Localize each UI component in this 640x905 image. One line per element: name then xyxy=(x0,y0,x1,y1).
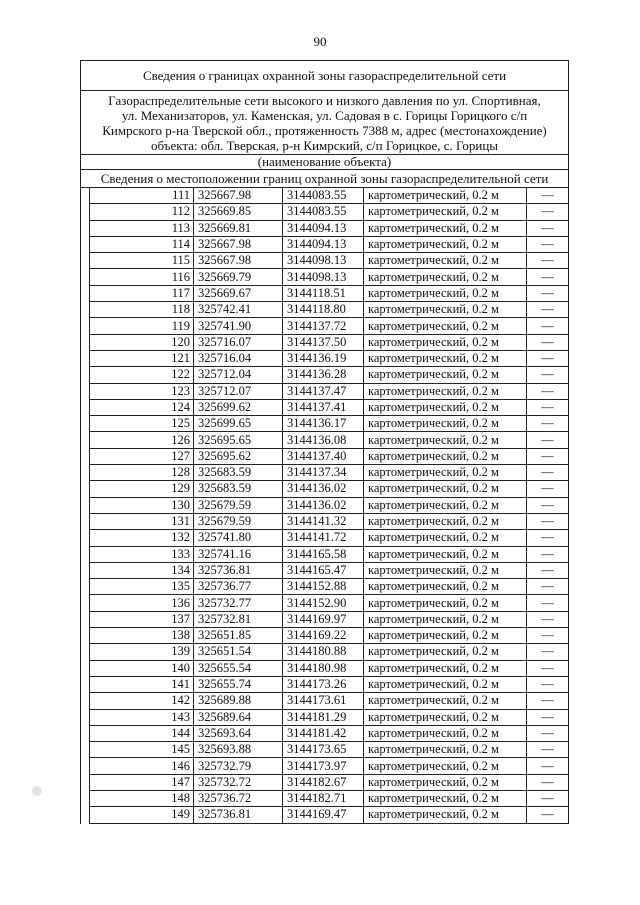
note-cell: — xyxy=(527,220,569,236)
method-accuracy-cell: картометрический, 0.2 м xyxy=(364,774,527,790)
x-coordinate-cell: 325699.65 xyxy=(194,416,283,432)
method-accuracy-cell: картометрический, 0.2 м xyxy=(364,416,527,432)
note-cell: — xyxy=(527,318,569,334)
method-accuracy-cell: картометрический, 0.2 м xyxy=(364,676,527,692)
table-row xyxy=(90,383,569,399)
table-row xyxy=(90,220,569,236)
table-row xyxy=(90,302,569,318)
y-coordinate-cell: 3144181.29 xyxy=(283,709,364,725)
x-coordinate-cell: 325693.88 xyxy=(194,742,283,758)
x-coordinate-cell: 325741.90 xyxy=(194,318,283,334)
table-row xyxy=(90,236,569,252)
object-caption: (наименование объекта) xyxy=(81,155,568,170)
point-number-cell: 119 xyxy=(90,318,194,334)
y-coordinate-cell: 3144173.97 xyxy=(283,758,364,774)
method-accuracy-cell: картометрический, 0.2 м xyxy=(364,709,527,725)
method-accuracy-cell: картометрический, 0.2 м xyxy=(364,318,527,334)
note-cell: — xyxy=(527,742,569,758)
method-accuracy-cell: картометрический, 0.2 м xyxy=(364,465,527,481)
x-coordinate-cell: 325699.62 xyxy=(194,399,283,415)
point-number-cell: 128 xyxy=(90,465,194,481)
object-name-line: объекта: обл. Тверская, р-н Кимрский, с/п Горицкое, с. Горицы xyxy=(150,138,499,153)
method-accuracy-cell: картометрический, 0.2 м xyxy=(364,807,527,823)
note-cell: — xyxy=(527,595,569,611)
method-accuracy-cell: картометрический, 0.2 м xyxy=(364,579,527,595)
note-cell: — xyxy=(527,774,569,790)
x-coordinate-cell: 325667.98 xyxy=(194,253,283,269)
point-number-cell: 132 xyxy=(90,530,194,546)
note-cell: — xyxy=(527,416,569,432)
table-row xyxy=(90,253,569,269)
point-number-cell: 127 xyxy=(90,448,194,464)
y-coordinate-cell: 3144094.13 xyxy=(283,236,364,252)
method-accuracy-cell: картометрический, 0.2 м xyxy=(364,546,527,562)
x-coordinate-cell: 325712.07 xyxy=(194,383,283,399)
y-coordinate-cell: 3144173.26 xyxy=(283,676,364,692)
point-number-cell: 140 xyxy=(90,660,194,676)
point-number-cell: 115 xyxy=(90,253,194,269)
x-coordinate-cell: 325716.07 xyxy=(194,334,283,350)
point-number-cell: 117 xyxy=(90,285,194,301)
table-row xyxy=(90,481,569,497)
note-cell: — xyxy=(527,448,569,464)
table-row xyxy=(90,790,569,806)
point-number-cell: 116 xyxy=(90,269,194,285)
point-number-cell: 112 xyxy=(90,204,194,220)
note-cell: — xyxy=(527,546,569,562)
y-coordinate-cell: 3144137.41 xyxy=(283,399,364,415)
table-row xyxy=(90,465,569,481)
note-cell: — xyxy=(527,383,569,399)
table-row xyxy=(90,432,569,448)
table-row xyxy=(90,318,569,334)
y-coordinate-cell: 3144137.40 xyxy=(283,448,364,464)
table-row xyxy=(90,628,569,644)
y-coordinate-cell: 3144152.90 xyxy=(283,595,364,611)
x-coordinate-cell: 325736.81 xyxy=(194,562,283,578)
point-number-cell: 124 xyxy=(90,399,194,415)
method-accuracy-cell: картометрический, 0.2 м xyxy=(364,530,527,546)
x-coordinate-cell: 325716.04 xyxy=(194,350,283,366)
note-cell: — xyxy=(527,676,569,692)
table-row xyxy=(90,595,569,611)
y-coordinate-cell: 3144182.71 xyxy=(283,790,364,806)
method-accuracy-cell: картометрический, 0.2 м xyxy=(364,432,527,448)
method-accuracy-cell: картометрический, 0.2 м xyxy=(364,367,527,383)
table-row xyxy=(90,758,569,774)
point-number-cell: 130 xyxy=(90,497,194,513)
note-cell: — xyxy=(527,269,569,285)
point-number-cell: 113 xyxy=(90,220,194,236)
point-number-cell: 114 xyxy=(90,236,194,252)
note-cell: — xyxy=(527,790,569,806)
note-cell: — xyxy=(527,807,569,823)
point-number-cell: 133 xyxy=(90,546,194,562)
point-number-cell: 143 xyxy=(90,709,194,725)
table-row xyxy=(90,742,569,758)
y-coordinate-cell: 3144136.19 xyxy=(283,350,364,366)
y-coordinate-cell: 3144118.51 xyxy=(283,285,364,301)
x-coordinate-cell: 325667.98 xyxy=(194,236,283,252)
table-row xyxy=(90,774,569,790)
point-number-cell: 118 xyxy=(90,302,194,318)
note-cell: — xyxy=(527,644,569,660)
note-cell: — xyxy=(527,725,569,741)
y-coordinate-cell: 3144181.42 xyxy=(283,725,364,741)
note-cell: — xyxy=(527,188,569,204)
note-cell: — xyxy=(527,513,569,529)
table-row xyxy=(90,350,569,366)
note-cell: — xyxy=(527,204,569,220)
section-title: Сведения о границах охранной зоны газораспределительной сети xyxy=(81,61,568,91)
method-accuracy-cell: картометрический, 0.2 м xyxy=(364,611,527,627)
method-accuracy-cell: картометрический, 0.2 м xyxy=(364,758,527,774)
page-number: 90 xyxy=(313,34,327,49)
y-coordinate-cell: 3144152.88 xyxy=(283,579,364,595)
method-accuracy-cell: картометрический, 0.2 м xyxy=(364,660,527,676)
method-accuracy-cell: картометрический, 0.2 м xyxy=(364,481,527,497)
point-number-cell: 123 xyxy=(90,383,194,399)
point-number-cell: 135 xyxy=(90,579,194,595)
x-coordinate-cell: 325689.88 xyxy=(194,693,283,709)
note-cell: — xyxy=(527,481,569,497)
scan-smudge xyxy=(32,786,42,796)
table-row xyxy=(90,579,569,595)
table-row xyxy=(90,399,569,415)
note-cell: — xyxy=(527,497,569,513)
y-coordinate-cell: 3144165.47 xyxy=(283,562,364,578)
table-row xyxy=(90,530,569,546)
table-row xyxy=(90,660,569,676)
x-coordinate-cell: 325683.59 xyxy=(194,465,283,481)
table-row xyxy=(90,448,569,464)
point-number-cell: 120 xyxy=(90,334,194,350)
table-row xyxy=(90,188,569,204)
method-accuracy-cell: картометрический, 0.2 м xyxy=(364,497,527,513)
point-number-cell: 139 xyxy=(90,644,194,660)
y-coordinate-cell: 3144173.65 xyxy=(283,742,364,758)
x-coordinate-cell: 325741.16 xyxy=(194,546,283,562)
x-coordinate-cell: 325693.64 xyxy=(194,725,283,741)
note-cell: — xyxy=(527,465,569,481)
x-coordinate-cell: 325689.64 xyxy=(194,709,283,725)
point-number-cell: 147 xyxy=(90,774,194,790)
note-cell: — xyxy=(527,334,569,350)
table-row xyxy=(90,693,569,709)
object-name-line: Газораспределительные сети высокого и низкого давления по ул. Спортивная, xyxy=(108,93,541,108)
point-number-cell: 131 xyxy=(90,513,194,529)
x-coordinate-cell: 325669.81 xyxy=(194,220,283,236)
note-cell: — xyxy=(527,432,569,448)
table-row xyxy=(90,416,569,432)
x-coordinate-cell: 325679.59 xyxy=(194,497,283,513)
y-coordinate-cell: 3144136.02 xyxy=(283,481,364,497)
x-coordinate-cell: 325695.62 xyxy=(194,448,283,464)
point-number-cell: 134 xyxy=(90,562,194,578)
point-number-cell: 146 xyxy=(90,758,194,774)
method-accuracy-cell: картометрический, 0.2 м xyxy=(364,513,527,529)
point-number-cell: 121 xyxy=(90,350,194,366)
y-coordinate-cell: 3144169.47 xyxy=(283,807,364,823)
x-coordinate-cell: 325732.77 xyxy=(194,595,283,611)
note-cell: — xyxy=(527,285,569,301)
method-accuracy-cell: картометрический, 0.2 м xyxy=(364,220,527,236)
y-coordinate-cell: 3144083.55 xyxy=(283,204,364,220)
table-row xyxy=(90,546,569,562)
note-cell: — xyxy=(527,302,569,318)
x-coordinate-cell: 325732.81 xyxy=(194,611,283,627)
method-accuracy-cell: картометрический, 0.2 м xyxy=(364,742,527,758)
y-coordinate-cell: 3144137.72 xyxy=(283,318,364,334)
x-coordinate-cell: 325655.54 xyxy=(194,660,283,676)
coordinates-table-body xyxy=(90,188,569,823)
y-coordinate-cell: 3144136.17 xyxy=(283,416,364,432)
note-cell: — xyxy=(527,693,569,709)
method-accuracy-cell: картометрический, 0.2 м xyxy=(364,302,527,318)
x-coordinate-cell: 325741.80 xyxy=(194,530,283,546)
y-coordinate-cell: 3144098.13 xyxy=(283,253,364,269)
y-coordinate-cell: 3144182.67 xyxy=(283,774,364,790)
point-number-cell: 129 xyxy=(90,481,194,497)
y-coordinate-cell: 3144169.22 xyxy=(283,628,364,644)
method-accuracy-cell: картометрический, 0.2 м xyxy=(364,399,527,415)
y-coordinate-cell: 3144180.88 xyxy=(283,644,364,660)
method-accuracy-cell: картометрический, 0.2 м xyxy=(364,448,527,464)
x-coordinate-cell: 325736.77 xyxy=(194,579,283,595)
method-accuracy-cell: картометрический, 0.2 м xyxy=(364,693,527,709)
y-coordinate-cell: 3144136.02 xyxy=(283,497,364,513)
point-number-cell: 145 xyxy=(90,742,194,758)
point-number-cell: 122 xyxy=(90,367,194,383)
method-accuracy-cell: картометрический, 0.2 м xyxy=(364,725,527,741)
method-accuracy-cell: картометрический, 0.2 м xyxy=(364,269,527,285)
y-coordinate-cell: 3144180.98 xyxy=(283,660,364,676)
note-cell: — xyxy=(527,236,569,252)
table-row xyxy=(90,725,569,741)
point-number-cell: 141 xyxy=(90,676,194,692)
x-coordinate-cell: 325669.85 xyxy=(194,204,283,220)
x-coordinate-cell: 325655.74 xyxy=(194,676,283,692)
table-row xyxy=(90,497,569,513)
method-accuracy-cell: картометрический, 0.2 м xyxy=(364,644,527,660)
y-coordinate-cell: 3144141.72 xyxy=(283,530,364,546)
y-coordinate-cell: 3144137.34 xyxy=(283,465,364,481)
coordinates-table xyxy=(89,188,569,824)
x-coordinate-cell: 325736.72 xyxy=(194,790,283,806)
method-accuracy-cell: картометрический, 0.2 м xyxy=(364,790,527,806)
note-cell: — xyxy=(527,579,569,595)
object-name xyxy=(91,93,558,153)
y-coordinate-cell: 3144136.28 xyxy=(283,367,364,383)
table-row xyxy=(90,644,569,660)
point-number-cell: 111 xyxy=(90,188,194,204)
x-coordinate-cell: 325669.67 xyxy=(194,285,283,301)
table-row xyxy=(90,204,569,220)
table-row xyxy=(90,513,569,529)
method-accuracy-cell: картометрический, 0.2 м xyxy=(364,253,527,269)
point-number-cell: 125 xyxy=(90,416,194,432)
object-name-line: Кимрского р-на Тверской обл., протяженность 7388 м, адрес (местонахождение) xyxy=(102,123,547,138)
y-coordinate-cell: 3144137.50 xyxy=(283,334,364,350)
note-cell: — xyxy=(527,253,569,269)
note-cell: — xyxy=(527,367,569,383)
note-cell: — xyxy=(527,611,569,627)
method-accuracy-cell: картометрический, 0.2 м xyxy=(364,204,527,220)
x-coordinate-cell: 325695.65 xyxy=(194,432,283,448)
y-coordinate-cell: 3144083.55 xyxy=(283,188,364,204)
table-row xyxy=(90,269,569,285)
table-row xyxy=(90,334,569,350)
method-accuracy-cell: картометрический, 0.2 м xyxy=(364,236,527,252)
point-number-cell: 137 xyxy=(90,611,194,627)
point-number-cell: 149 xyxy=(90,807,194,823)
note-cell: — xyxy=(527,660,569,676)
y-coordinate-cell: 3144098.13 xyxy=(283,269,364,285)
note-cell: — xyxy=(527,530,569,546)
table-row xyxy=(90,611,569,627)
x-coordinate-cell: 325679.59 xyxy=(194,513,283,529)
x-coordinate-cell: 325667.98 xyxy=(194,188,283,204)
document-frame xyxy=(80,60,569,824)
method-accuracy-cell: картометрический, 0.2 м xyxy=(364,188,527,204)
point-number-cell: 144 xyxy=(90,725,194,741)
method-accuracy-cell: картометрический, 0.2 м xyxy=(364,350,527,366)
table-row xyxy=(90,709,569,725)
object-name-line: ул. Механизаторов, ул. Каменская, ул. Садовая в с. Горицы Горицкого с/п xyxy=(121,108,528,123)
y-coordinate-cell: 3144137.47 xyxy=(283,383,364,399)
x-coordinate-cell: 325683.59 xyxy=(194,481,283,497)
method-accuracy-cell: картометрический, 0.2 м xyxy=(364,562,527,578)
location-title: Сведения о местоположении границ охранной зоны газораспределительной сети xyxy=(81,170,568,188)
point-number-cell: 126 xyxy=(90,432,194,448)
table-row xyxy=(90,285,569,301)
note-cell: — xyxy=(527,709,569,725)
y-coordinate-cell: 3144136.08 xyxy=(283,432,364,448)
table-row xyxy=(90,562,569,578)
x-coordinate-cell: 325651.54 xyxy=(194,644,283,660)
method-accuracy-cell: картометрический, 0.2 м xyxy=(364,595,527,611)
note-cell: — xyxy=(527,350,569,366)
y-coordinate-cell: 3144141.32 xyxy=(283,513,364,529)
point-number-cell: 138 xyxy=(90,628,194,644)
y-coordinate-cell: 3144169.97 xyxy=(283,611,364,627)
table-row xyxy=(90,676,569,692)
point-number-cell: 148 xyxy=(90,790,194,806)
x-coordinate-cell: 325742.41 xyxy=(194,302,283,318)
x-coordinate-cell: 325732.72 xyxy=(194,774,283,790)
table-row xyxy=(90,807,569,823)
method-accuracy-cell: картометрический, 0.2 м xyxy=(364,334,527,350)
point-number-cell: 142 xyxy=(90,693,194,709)
note-cell: — xyxy=(527,399,569,415)
x-coordinate-cell: 325669.79 xyxy=(194,269,283,285)
y-coordinate-cell: 3144173.61 xyxy=(283,693,364,709)
table-row xyxy=(90,367,569,383)
y-coordinate-cell: 3144118.80 xyxy=(283,302,364,318)
x-coordinate-cell: 325736.81 xyxy=(194,807,283,823)
x-coordinate-cell: 325651.85 xyxy=(194,628,283,644)
object-block xyxy=(81,91,568,155)
x-coordinate-cell: 325712.04 xyxy=(194,367,283,383)
note-cell: — xyxy=(527,758,569,774)
point-number-cell: 136 xyxy=(90,595,194,611)
x-coordinate-cell: 325732.79 xyxy=(194,758,283,774)
method-accuracy-cell: картометрический, 0.2 м xyxy=(364,285,527,301)
method-accuracy-cell: картометрический, 0.2 м xyxy=(364,383,527,399)
note-cell: — xyxy=(527,628,569,644)
method-accuracy-cell: картометрический, 0.2 м xyxy=(364,628,527,644)
note-cell: — xyxy=(527,562,569,578)
y-coordinate-cell: 3144094.13 xyxy=(283,220,364,236)
y-coordinate-cell: 3144165.58 xyxy=(283,546,364,562)
